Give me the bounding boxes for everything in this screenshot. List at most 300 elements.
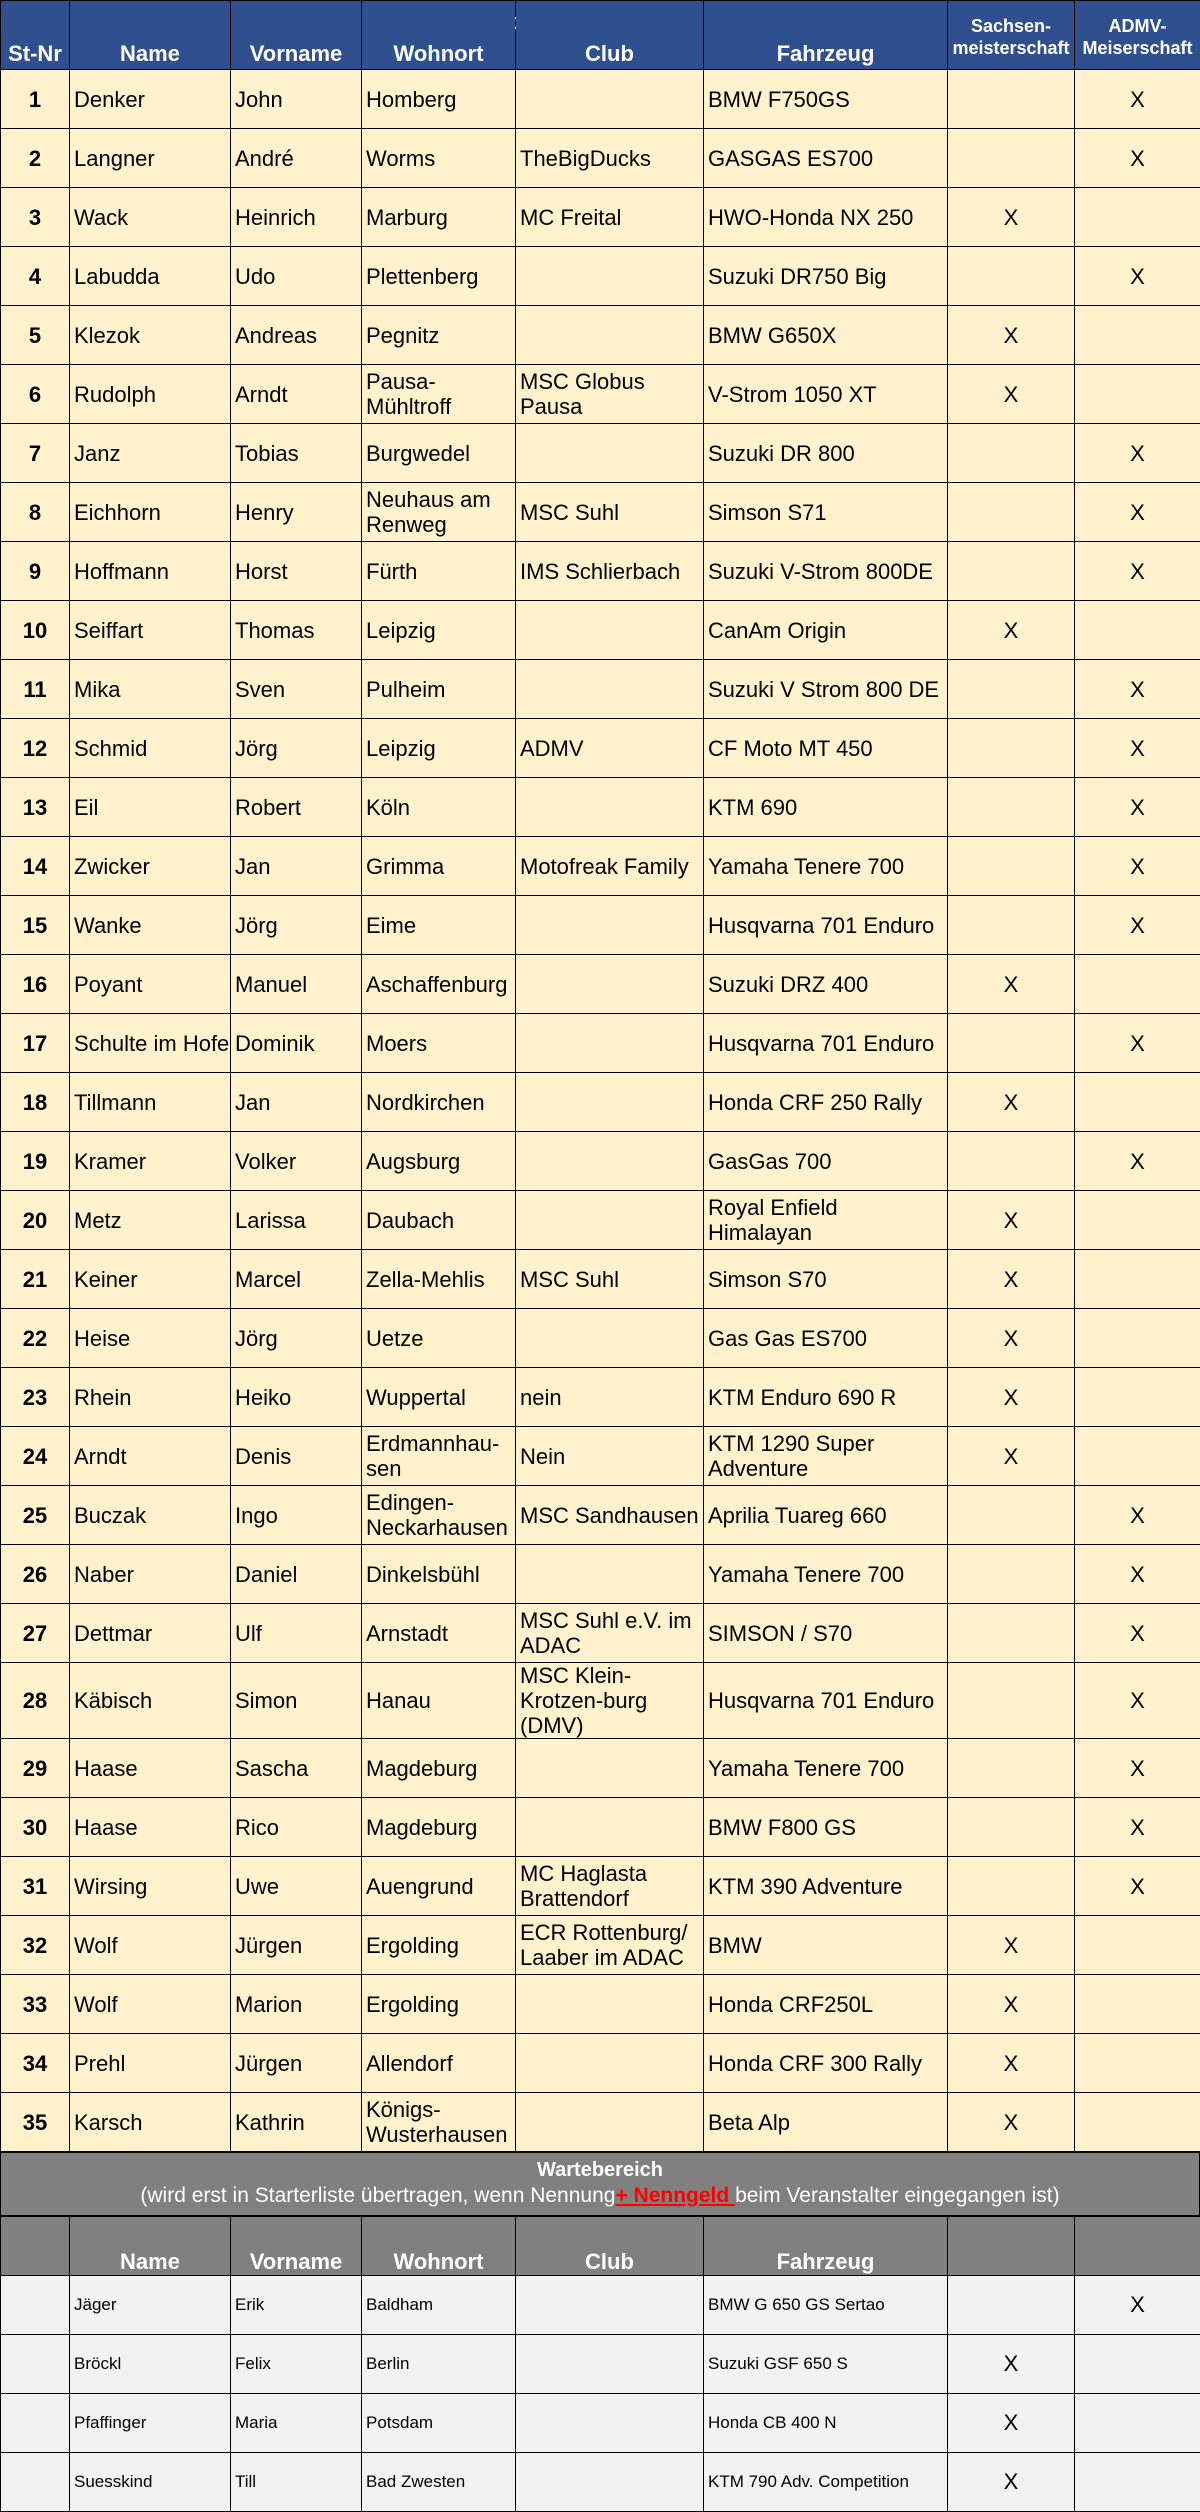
- sachsen-mark: [948, 70, 1075, 129]
- table-row: [1, 1798, 1200, 1857]
- admv-mark: [1075, 1073, 1200, 1132]
- rider-club: MSC Suhl: [516, 1250, 704, 1309]
- rider-vehicle: KTM Enduro 690 R: [704, 1368, 948, 1427]
- rider-club: [516, 2034, 704, 2093]
- admv-mark: [1075, 306, 1200, 365]
- rider-club: MSC Globus Pausa: [516, 365, 704, 424]
- rider-club: [516, 1014, 704, 1073]
- start-number: 4: [1, 247, 70, 306]
- waiting-col-header-nr: [1, 2217, 70, 2276]
- admv-mark: [1075, 365, 1200, 424]
- admv-mark: X: [1075, 1798, 1200, 1857]
- rider-name: Metz: [70, 1191, 231, 1250]
- sachsen-mark: [948, 837, 1075, 896]
- sachsen-mark: [948, 1604, 1075, 1663]
- header-row: [1, 1, 1200, 70]
- table-row: [1, 306, 1200, 365]
- col-header-admv: ADMV-Meiserschaft: [1075, 1, 1200, 70]
- sachsen-mark: X: [948, 365, 1075, 424]
- admv-mark: X: [1075, 778, 1200, 837]
- rider-club: [516, 1739, 704, 1798]
- rider-name: Poyant: [70, 955, 231, 1014]
- start-number: 14: [1, 837, 70, 896]
- rider-name: Käbisch: [70, 1663, 231, 1739]
- waiting-col-header-fahrzeug: Fahrzeug: [704, 2217, 948, 2276]
- rider-firstname: Heinrich: [231, 188, 362, 247]
- start-number: 29: [1, 1739, 70, 1798]
- admv-mark: X: [1075, 483, 1200, 542]
- start-number: 9: [1, 542, 70, 601]
- rider-name: Dettmar: [70, 1604, 231, 1663]
- rider-firstname: Arndt: [231, 365, 362, 424]
- rider-residence: Plettenberg: [362, 247, 516, 306]
- waiting-row: [1, 2335, 1200, 2394]
- rider-club: [516, 1545, 704, 1604]
- rider-residence: Aschaffenburg: [362, 955, 516, 1014]
- rider-club: [516, 896, 704, 955]
- rider-residence: Leipzig: [362, 719, 516, 778]
- rider-name: Denker: [70, 70, 231, 129]
- col-header-sachsen: Sachsen-meisterschaft: [948, 1, 1075, 70]
- rider-club: [516, 1191, 704, 1250]
- rider-firstname: Ulf: [231, 1604, 362, 1663]
- rider-firstname: Denis: [231, 1427, 362, 1486]
- waiting-club: [516, 2453, 704, 2512]
- start-number: 2: [1, 129, 70, 188]
- rider-residence: Worms: [362, 129, 516, 188]
- rider-club: ECR Rottenburg/ Laaber im ADAC: [516, 1916, 704, 1975]
- rider-name: Arndt: [70, 1427, 231, 1486]
- admv-mark: [1075, 1427, 1200, 1486]
- rider-club: [516, 1132, 704, 1191]
- admv-mark: X: [1075, 896, 1200, 955]
- start-number: 31: [1, 1857, 70, 1916]
- admv-mark: X: [1075, 1604, 1200, 1663]
- table-row: [1, 1975, 1200, 2034]
- waiting-residence: Baldham: [362, 2276, 516, 2335]
- rider-club: [516, 306, 704, 365]
- sachsen-mark: [948, 542, 1075, 601]
- rider-firstname: Dominik: [231, 1014, 362, 1073]
- sachsen-mark: [948, 483, 1075, 542]
- start-number: 34: [1, 2034, 70, 2093]
- table-row: [1, 1916, 1200, 1975]
- waiting-admv-mark: [1075, 2335, 1200, 2394]
- admv-mark: X: [1075, 1014, 1200, 1073]
- rider-vehicle: GasGas 700: [704, 1132, 948, 1191]
- waiting-sachsen-mark: [948, 2276, 1075, 2335]
- sachsen-mark: [948, 1798, 1075, 1857]
- waiting-col-header-sachsen: [948, 2217, 1075, 2276]
- rider-club: TheBigDucks: [516, 129, 704, 188]
- start-number: 24: [1, 1427, 70, 1486]
- waiting-nr: [1, 2335, 70, 2394]
- rider-firstname: Thomas: [231, 601, 362, 660]
- rider-vehicle: Suzuki V-Strom 800DE: [704, 542, 948, 601]
- start-number: 19: [1, 1132, 70, 1191]
- waiting-note-fee: + Nenngeld: [615, 2184, 735, 2207]
- waiting-club: [516, 2335, 704, 2394]
- rider-name: Langner: [70, 129, 231, 188]
- table-row: [1, 601, 1200, 660]
- sachsen-mark: [948, 1014, 1075, 1073]
- table-row: [1, 247, 1200, 306]
- waiting-col-header-vorname: Vorname: [231, 2217, 362, 2276]
- rider-vehicle: V-Strom 1050 XT: [704, 365, 948, 424]
- waiting-note-before: (wird erst in Starterliste übertragen, wenn Nennung: [140, 2184, 615, 2207]
- rider-vehicle: Beta Alp: [704, 2093, 948, 2152]
- table-row: [1, 837, 1200, 896]
- rider-firstname: Sascha: [231, 1739, 362, 1798]
- sachsen-mark: [948, 424, 1075, 483]
- waiting-row: [1, 2394, 1200, 2453]
- rider-club: [516, 955, 704, 1014]
- rider-residence: Köln: [362, 778, 516, 837]
- rider-club: [516, 1975, 704, 2034]
- rider-residence: Pausa-Mühltroff: [362, 365, 516, 424]
- rider-residence: Nordkirchen: [362, 1073, 516, 1132]
- sachsen-mark: X: [948, 2093, 1075, 2152]
- rider-firstname: Jörg: [231, 1309, 362, 1368]
- admv-mark: X: [1075, 1739, 1200, 1798]
- waiting-col-header-admv: [1075, 2217, 1200, 2276]
- waiting-sachsen-mark: X: [948, 2453, 1075, 2512]
- admv-mark: X: [1075, 424, 1200, 483]
- rider-name: Wirsing: [70, 1857, 231, 1916]
- sachsen-mark: [948, 778, 1075, 837]
- sachsen-mark: X: [948, 2034, 1075, 2093]
- admv-mark: X: [1075, 1545, 1200, 1604]
- table-row: [1, 1368, 1200, 1427]
- table-row: [1, 1857, 1200, 1916]
- start-number: 15: [1, 896, 70, 955]
- waiting-nr: [1, 2276, 70, 2335]
- rider-club: MSC Suhl: [516, 483, 704, 542]
- rider-firstname: Jan: [231, 837, 362, 896]
- rider-residence: Pegnitz: [362, 306, 516, 365]
- admv-mark: [1075, 188, 1200, 247]
- rider-name: Keiner: [70, 1250, 231, 1309]
- admv-mark: X: [1075, 70, 1200, 129]
- waiting-name: Suesskind: [70, 2453, 231, 2512]
- table-row: [1, 1073, 1200, 1132]
- rider-residence: Erdmannhau-sen: [362, 1427, 516, 1486]
- rider-residence: Magdeburg: [362, 1798, 516, 1857]
- rider-vehicle: Yamaha Tenere 700: [704, 1545, 948, 1604]
- start-number: 25: [1, 1486, 70, 1545]
- start-number: 20: [1, 1191, 70, 1250]
- sachsen-mark: [948, 1663, 1075, 1739]
- rider-residence: Magdeburg: [362, 1739, 516, 1798]
- start-number: 12: [1, 719, 70, 778]
- admv-mark: X: [1075, 837, 1200, 896]
- start-number: 27: [1, 1604, 70, 1663]
- start-number: 32: [1, 1916, 70, 1975]
- rider-firstname: Andreas: [231, 306, 362, 365]
- rider-firstname: Marion: [231, 1975, 362, 2034]
- waiting-area-note: [1, 2184, 1199, 2208]
- waiting-sachsen-mark: X: [948, 2335, 1075, 2394]
- waiting-firstname: Erik: [231, 2276, 362, 2335]
- admv-mark: [1075, 2034, 1200, 2093]
- rider-residence: Ergolding: [362, 1916, 516, 1975]
- sachsen-mark: [948, 129, 1075, 188]
- rider-name: Karsch: [70, 2093, 231, 2152]
- rider-vehicle: HWO-Honda NX 250: [704, 188, 948, 247]
- waiting-col-header-club: Club: [516, 2217, 704, 2276]
- admv-mark: [1075, 1191, 1200, 1250]
- waiting-club: [516, 2394, 704, 2453]
- rider-residence: Grimma: [362, 837, 516, 896]
- admv-mark: X: [1075, 129, 1200, 188]
- waiting-vehicle: KTM 790 Adv. Competition: [704, 2453, 948, 2512]
- sachsen-mark: X: [948, 1916, 1075, 1975]
- col-header-club: Club: [516, 1, 704, 70]
- rider-vehicle: Honda CRF250L: [704, 1975, 948, 2034]
- waiting-club: [516, 2276, 704, 2335]
- start-number: 16: [1, 955, 70, 1014]
- rider-name: Schulte im Hofe: [70, 1014, 231, 1073]
- waiting-note-after: beim Veranstalter eingegangen ist): [735, 2184, 1060, 2207]
- rider-vehicle: BMW: [704, 1916, 948, 1975]
- rider-club: nein: [516, 1368, 704, 1427]
- rider-vehicle: Yamaha Tenere 700: [704, 1739, 948, 1798]
- sachsen-mark: X: [948, 188, 1075, 247]
- col-header-wohnort: Wohnort: [362, 1, 516, 70]
- rider-club: [516, 601, 704, 660]
- waiting-col-header-name: Name: [70, 2217, 231, 2276]
- rider-vehicle: SIMSON / S70: [704, 1604, 948, 1663]
- rider-vehicle: Suzuki DRZ 400: [704, 955, 948, 1014]
- rider-club: [516, 1073, 704, 1132]
- admv-mark: [1075, 1250, 1200, 1309]
- rider-club: Motofreak Family: [516, 837, 704, 896]
- rider-name: Janz: [70, 424, 231, 483]
- start-number: 17: [1, 1014, 70, 1073]
- rider-vehicle: Husqvarna 701 Enduro: [704, 1014, 948, 1073]
- rider-residence: Wuppertal: [362, 1368, 516, 1427]
- waiting-nr: [1, 2453, 70, 2512]
- rider-name: Tillmann: [70, 1073, 231, 1132]
- rider-residence: Augsburg: [362, 1132, 516, 1191]
- table-row: [1, 1604, 1200, 1663]
- sachsen-mark: X: [948, 306, 1075, 365]
- waiting-area-banner: [0, 2152, 1200, 2216]
- rider-vehicle: KTM 690: [704, 778, 948, 837]
- start-number: 23: [1, 1368, 70, 1427]
- rider-residence: Edingen-Neckarhausen: [362, 1486, 516, 1545]
- rider-firstname: Heiko: [231, 1368, 362, 1427]
- start-number: 10: [1, 601, 70, 660]
- col-header-nr: St-Nr: [1, 1, 70, 70]
- waiting-firstname: Till: [231, 2453, 362, 2512]
- table-row: [1, 1739, 1200, 1798]
- admv-mark: [1075, 955, 1200, 1014]
- sachsen-mark: X: [948, 1191, 1075, 1250]
- rider-vehicle: BMW F750GS: [704, 70, 948, 129]
- waiting-area-title: Wartebereich: [1, 2153, 1199, 2182]
- table-row: [1, 1309, 1200, 1368]
- rider-firstname: Tobias: [231, 424, 362, 483]
- table-row: [1, 424, 1200, 483]
- sachsen-mark: [948, 1486, 1075, 1545]
- rider-name: Rhein: [70, 1368, 231, 1427]
- col-header-fahrzeug: Fahrzeug: [704, 1, 948, 70]
- sachsen-mark: X: [948, 1073, 1075, 1132]
- waiting-admv-mark: X: [1075, 2276, 1200, 2335]
- table-row: [1, 1663, 1200, 1739]
- rider-name: Wack: [70, 188, 231, 247]
- rider-name: Seiffart: [70, 601, 231, 660]
- rider-residence: Pulheim: [362, 660, 516, 719]
- rider-vehicle: KTM 390 Adventure: [704, 1857, 948, 1916]
- rider-firstname: Daniel: [231, 1545, 362, 1604]
- sachsen-mark: [948, 1132, 1075, 1191]
- rider-name: Klezok: [70, 306, 231, 365]
- rider-vehicle: Honda CRF 250 Rally: [704, 1073, 948, 1132]
- rider-residence: Fürth: [362, 542, 516, 601]
- rider-name: Zwicker: [70, 837, 231, 896]
- rider-name: Schmid: [70, 719, 231, 778]
- waiting-residence: Bad Zwesten: [362, 2453, 516, 2512]
- admv-mark: [1075, 1309, 1200, 1368]
- rider-name: Labudda: [70, 247, 231, 306]
- rider-name: Wolf: [70, 1916, 231, 1975]
- rider-firstname: Volker: [231, 1132, 362, 1191]
- waiting-nr: [1, 2394, 70, 2453]
- rider-firstname: Jürgen: [231, 1916, 362, 1975]
- rider-residence: Eime: [362, 896, 516, 955]
- waiting-vehicle: Suzuki GSF 650 S: [704, 2335, 948, 2394]
- start-number: 1: [1, 70, 70, 129]
- rider-name: Naber: [70, 1545, 231, 1604]
- waiting-header-row: [1, 2217, 1200, 2276]
- rider-name: Hoffmann: [70, 542, 231, 601]
- rider-name: Prehl: [70, 2034, 231, 2093]
- rider-vehicle: Husqvarna 701 Enduro: [704, 1663, 948, 1739]
- rider-vehicle: Royal Enfield Himalayan: [704, 1191, 948, 1250]
- waiting-col-header-wohnort: Wohnort: [362, 2217, 516, 2276]
- rider-club: MC Freital: [516, 188, 704, 247]
- rider-club: [516, 247, 704, 306]
- waiting-vehicle: Honda CB 400 N: [704, 2394, 948, 2453]
- table-row: [1, 1014, 1200, 1073]
- sachsen-mark: [948, 1545, 1075, 1604]
- rider-name: Kramer: [70, 1132, 231, 1191]
- sachsen-mark: X: [948, 955, 1075, 1014]
- admv-mark: X: [1075, 247, 1200, 306]
- admv-mark: X: [1075, 1486, 1200, 1545]
- rider-firstname: Jörg: [231, 896, 362, 955]
- waiting-admv-mark: [1075, 2453, 1200, 2512]
- start-number: 11: [1, 660, 70, 719]
- rider-club: [516, 424, 704, 483]
- rider-club: ADMV: [516, 719, 704, 778]
- rider-firstname: André: [231, 129, 362, 188]
- rider-firstname: Manuel: [231, 955, 362, 1014]
- rider-residence: Ergolding: [362, 1975, 516, 2034]
- start-number: 30: [1, 1798, 70, 1857]
- table-row: [1, 2034, 1200, 2093]
- col-header-vorname: Vorname: [231, 1, 362, 70]
- sachsen-mark: X: [948, 1309, 1075, 1368]
- rider-name: Eil: [70, 778, 231, 837]
- rider-name: Mika: [70, 660, 231, 719]
- rider-firstname: Robert: [231, 778, 362, 837]
- rider-vehicle: Gas Gas ES700: [704, 1309, 948, 1368]
- start-number: 35: [1, 2093, 70, 2152]
- rider-club: IMS Schlierbach: [516, 542, 704, 601]
- table-row: [1, 188, 1200, 247]
- rider-firstname: Simon: [231, 1663, 362, 1739]
- start-number: 5: [1, 306, 70, 365]
- admv-mark: X: [1075, 660, 1200, 719]
- waiting-admv-mark: [1075, 2394, 1200, 2453]
- admv-mark: X: [1075, 1132, 1200, 1191]
- sachsen-mark: [948, 719, 1075, 778]
- admv-mark: X: [1075, 1663, 1200, 1739]
- admv-mark: X: [1075, 1857, 1200, 1916]
- rider-club: MSC Suhl e.V. im ADAC: [516, 1604, 704, 1663]
- admv-mark: [1075, 1975, 1200, 2034]
- sachsen-mark: [948, 1739, 1075, 1798]
- rider-club: [516, 2093, 704, 2152]
- start-number: 21: [1, 1250, 70, 1309]
- rider-club: [516, 778, 704, 837]
- waiting-row: [1, 2276, 1200, 2335]
- sachsen-mark: [948, 660, 1075, 719]
- rider-residence: Marburg: [362, 188, 516, 247]
- rider-vehicle: Yamaha Tenere 700: [704, 837, 948, 896]
- rider-vehicle: BMW F800 GS: [704, 1798, 948, 1857]
- admv-mark: X: [1075, 542, 1200, 601]
- rider-residence: Dinkelsbühl: [362, 1545, 516, 1604]
- table-row: [1, 483, 1200, 542]
- sachsen-mark: X: [948, 1250, 1075, 1309]
- sachsen-mark: X: [948, 1368, 1075, 1427]
- start-number: 3: [1, 188, 70, 247]
- rider-vehicle: CanAm Origin: [704, 601, 948, 660]
- table-row: [1, 129, 1200, 188]
- rider-vehicle: Simson S71: [704, 483, 948, 542]
- table-row: [1, 1250, 1200, 1309]
- rider-residence: Burgwedel: [362, 424, 516, 483]
- rider-vehicle: Simson S70: [704, 1250, 948, 1309]
- start-number: 7: [1, 424, 70, 483]
- rider-firstname: Larissa: [231, 1191, 362, 1250]
- rider-club: MC Haglasta Brattendorf: [516, 1857, 704, 1916]
- sachsen-mark: [948, 247, 1075, 306]
- rider-vehicle: Honda CRF 300 Rally: [704, 2034, 948, 2093]
- rider-firstname: Jörg: [231, 719, 362, 778]
- rider-residence: Auengrund: [362, 1857, 516, 1916]
- rider-vehicle: BMW G650X: [704, 306, 948, 365]
- waiting-residence: Berlin: [362, 2335, 516, 2394]
- table-row: [1, 719, 1200, 778]
- waiting-row: [1, 2453, 1200, 2512]
- rider-firstname: Sven: [231, 660, 362, 719]
- waiting-table: [0, 2216, 1200, 2512]
- admv-mark: [1075, 1916, 1200, 1975]
- rider-vehicle: Aprilia Tuareg 660: [704, 1486, 948, 1545]
- rider-vehicle: KTM 1290 Super Adventure: [704, 1427, 948, 1486]
- rider-vehicle: Suzuki DR 800: [704, 424, 948, 483]
- rider-residence: Königs-Wusterhausen: [362, 2093, 516, 2152]
- table-row: [1, 660, 1200, 719]
- rider-firstname: Uwe: [231, 1857, 362, 1916]
- rider-vehicle: GASGAS ES700: [704, 129, 948, 188]
- rider-name: Eichhorn: [70, 483, 231, 542]
